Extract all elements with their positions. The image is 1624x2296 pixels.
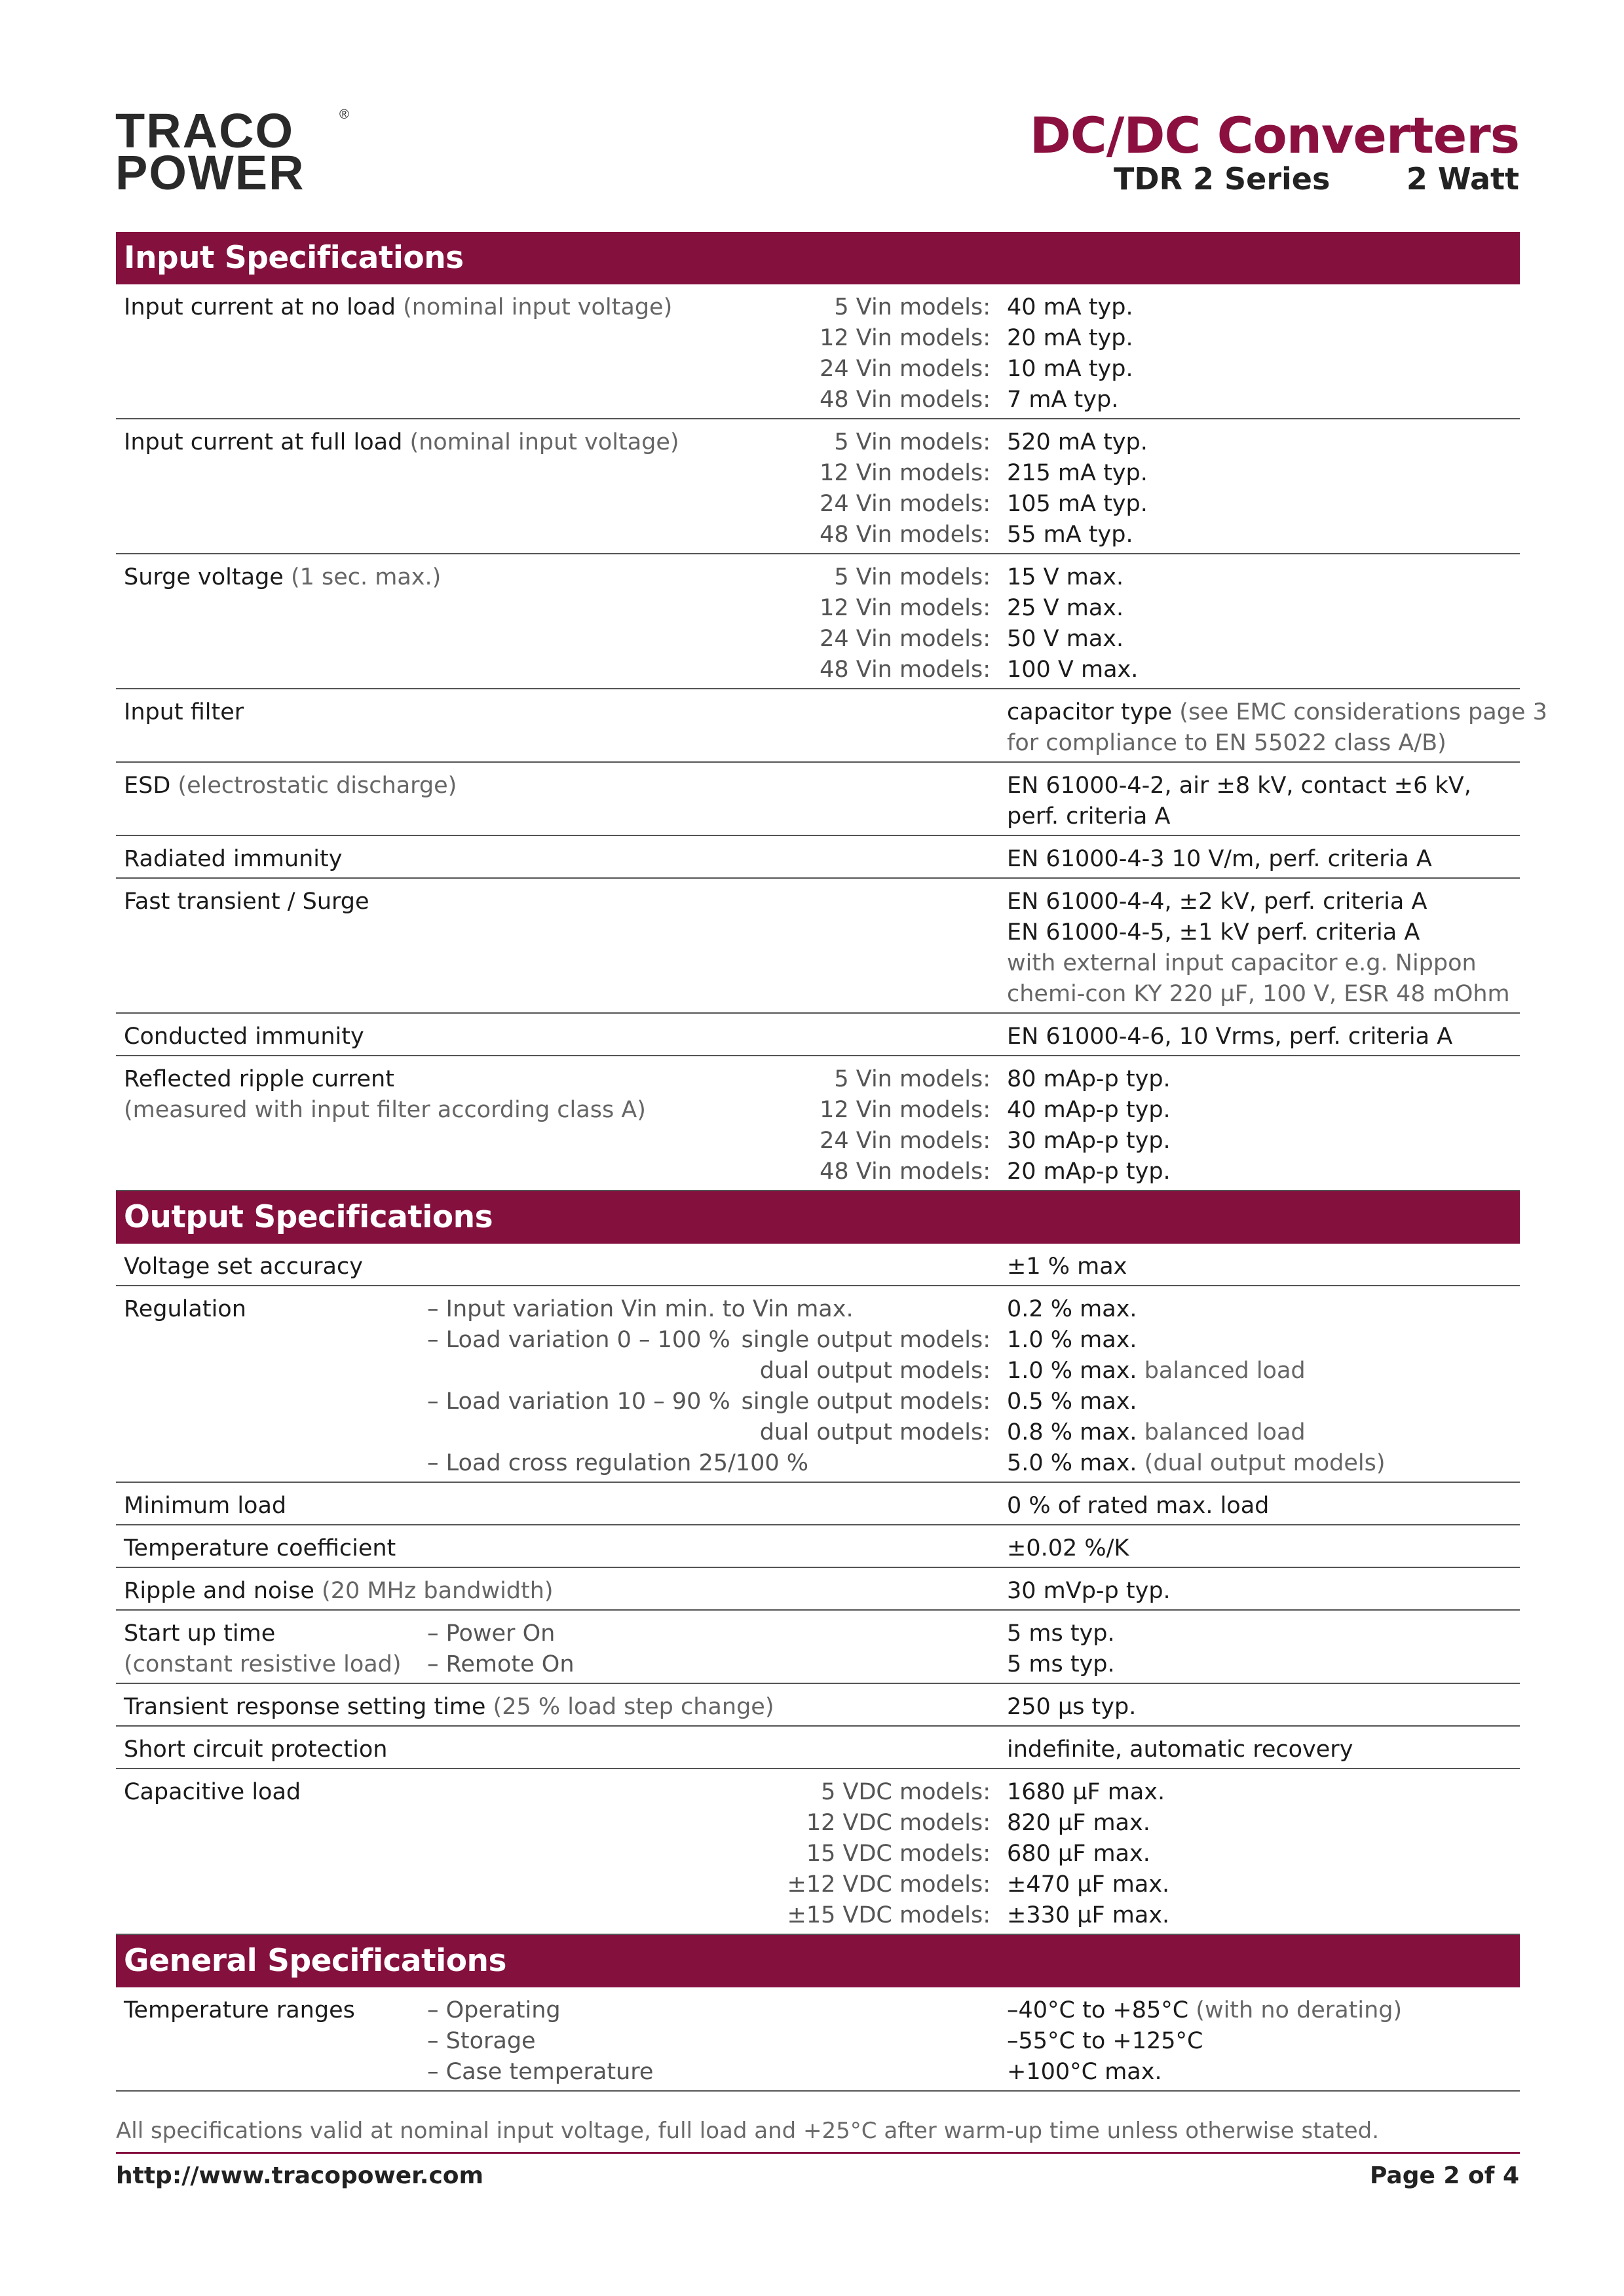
spec-value xyxy=(1007,1839,1150,1869)
spec-value xyxy=(1007,1022,1452,1052)
power-rating: 2 Watt xyxy=(1406,161,1519,197)
spec-model-group: single output models: xyxy=(741,1327,991,1353)
spec-value xyxy=(1007,1252,1127,1282)
spec-value-text: 55 mA typ. xyxy=(1007,522,1133,548)
page-title: DC/DC Converters xyxy=(1029,106,1519,164)
spec-value xyxy=(1007,562,1124,593)
spec-label-text: Radiated immunity xyxy=(124,846,343,872)
logo-line-1: TRACO xyxy=(115,104,295,158)
spec-line xyxy=(116,771,1520,801)
spec-value xyxy=(1007,1533,1129,1564)
spec-value-text: 10 mA typ. xyxy=(1007,356,1133,382)
spec-value xyxy=(1007,1126,1171,1157)
spec-value-text: 100 V max. xyxy=(1007,657,1139,683)
spec-label-text: Input current at full load xyxy=(124,429,403,455)
spec-value-text: capacitor type xyxy=(1007,699,1173,725)
spec-value xyxy=(1007,917,1420,948)
section-header: General Specifications xyxy=(116,1935,1520,1987)
spec-value-text: 820 µF max. xyxy=(1007,1810,1150,1836)
spec-model-group: 5 Vin models: xyxy=(834,1066,991,1092)
spec-row xyxy=(116,1568,1520,1611)
spec-condition: – Remote On xyxy=(427,1651,575,1677)
spec-value xyxy=(1007,728,1446,759)
spec-value-text: 0.5 % max. xyxy=(1007,1388,1137,1415)
spec-line xyxy=(116,354,1520,385)
spec-row xyxy=(116,1014,1520,1056)
spec-line xyxy=(116,1064,1520,1095)
spec-model-group: 48 Vin models: xyxy=(820,657,991,683)
spec-label xyxy=(124,1692,774,1723)
spec-line xyxy=(116,489,1520,520)
spec-value xyxy=(1007,1157,1171,1187)
spec-label xyxy=(124,1649,402,1680)
spec-value xyxy=(1007,385,1118,415)
spec-line xyxy=(116,728,1520,759)
spec-line xyxy=(116,1157,1520,1187)
spec-value-text: 5 ms typ. xyxy=(1007,1651,1115,1677)
spec-label-text: Input current at no load xyxy=(124,294,396,320)
spec-model-group: single output models: xyxy=(741,1388,991,1415)
spec-label-text: Temperature coefficient xyxy=(124,1535,396,1561)
spec-value xyxy=(1007,1095,1171,1126)
spec-value-text: perf. criteria A xyxy=(1007,803,1171,830)
spec-line xyxy=(116,1618,1520,1649)
spec-value-text: 680 µF max. xyxy=(1007,1841,1150,1867)
spec-value xyxy=(1007,771,1471,801)
spec-model-group: 48 Vin models: xyxy=(820,522,991,548)
spec-condition: – Load variation 0 – 100 % xyxy=(427,1327,730,1353)
spec-value xyxy=(1007,1387,1137,1417)
spec-value xyxy=(1007,697,1547,728)
spec-model-group: 24 Vin models: xyxy=(820,626,991,652)
spec-value-text: 0.8 % max. xyxy=(1007,1419,1137,1445)
spec-label-text: Reflected ripple current xyxy=(124,1066,394,1092)
spec-value-text: EN 61000-4-6, 10 Vrms, perf. criteria A xyxy=(1007,1024,1453,1050)
spec-label xyxy=(124,697,244,728)
spec-value-note: (see EMC considerations page 3 xyxy=(1172,699,1547,725)
spec-row xyxy=(116,689,1547,763)
spec-line xyxy=(116,385,1520,415)
spec-value-text: 7 mA typ. xyxy=(1007,387,1119,413)
spec-value-text: EN 61000-4-3 10 V/m, perf. criteria A xyxy=(1007,846,1432,872)
spec-condition: – Operating xyxy=(427,1997,561,2023)
spec-condition: – Storage xyxy=(427,2028,536,2054)
spec-value-text: –40°C to +85°C xyxy=(1007,1997,1189,2023)
spec-value-text: 0.2 % max. xyxy=(1007,1296,1137,1322)
spec-value-text: 250 µs typ. xyxy=(1007,1694,1137,1720)
spec-model-group: 48 Vin models: xyxy=(820,1158,991,1185)
spec-row xyxy=(116,1056,1520,1191)
spec-value xyxy=(1007,1294,1137,1325)
spec-label-text: Input filter xyxy=(124,699,244,725)
spec-value xyxy=(1007,1808,1150,1839)
spec-label-note: (nominal input voltage) xyxy=(395,294,673,320)
spec-model-group: dual output models: xyxy=(759,1358,991,1384)
spec-value-text: 5 ms typ. xyxy=(1007,1620,1115,1647)
spec-value-note: (dual output models) xyxy=(1137,1450,1386,1476)
spec-value-note: for compliance to EN 55022 class A/B) xyxy=(1007,730,1446,756)
spec-model-group: 12 Vin models: xyxy=(820,595,991,621)
spec-value-text: 40 mAp-p typ. xyxy=(1007,1097,1171,1123)
spec-line xyxy=(116,1491,1520,1521)
spec-line xyxy=(116,1356,1520,1387)
spec-value-note: with external input capacitor e.g. Nippon xyxy=(1007,950,1477,976)
spec-label-text: Regulation xyxy=(124,1296,246,1322)
spec-line xyxy=(116,1649,1520,1680)
spec-value-text: EN 61000-4-4, ±2 kV, perf. criteria A xyxy=(1007,889,1427,915)
spec-row xyxy=(116,1684,1520,1727)
spec-value-text: ±0.02 %/K xyxy=(1007,1535,1129,1561)
section-header: Output Specifications xyxy=(116,1191,1520,1244)
spec-model-group: 24 Vin models: xyxy=(820,491,991,517)
spec-line xyxy=(116,655,1520,685)
spec-line xyxy=(116,887,1520,917)
spec-label xyxy=(124,1995,355,2026)
spec-value xyxy=(1007,979,1510,1010)
spec-value xyxy=(1007,1064,1171,1095)
spec-label xyxy=(124,1095,646,1126)
spec-model-group: 5 Vin models: xyxy=(834,294,991,320)
traco-power-logo xyxy=(115,104,349,200)
spec-label xyxy=(124,1533,396,1564)
spec-model-group: 12 VDC models: xyxy=(806,1810,991,1836)
spec-model-group: 5 Vin models: xyxy=(834,564,991,590)
spec-line xyxy=(116,593,1520,624)
spec-value-text: 215 mA typ. xyxy=(1007,460,1148,486)
spec-value xyxy=(1007,2026,1203,2057)
spec-label-text: Conducted immunity xyxy=(124,1024,364,1050)
spec-label xyxy=(124,887,369,917)
spec-label-text: Short circuit protection xyxy=(124,1736,388,1763)
spec-line xyxy=(116,292,1520,323)
spec-row xyxy=(116,1483,1520,1525)
spec-model-group: 5 Vin models: xyxy=(834,429,991,455)
spec-row xyxy=(116,1286,1520,1483)
spec-label xyxy=(124,1618,275,1649)
spec-value xyxy=(1007,1356,1306,1387)
spec-value xyxy=(1007,323,1133,354)
spec-value xyxy=(1007,1900,1169,1931)
spec-value-text: –55°C to +125°C xyxy=(1007,2028,1203,2054)
spec-label-note: (measured with input filter according class A) xyxy=(124,1097,646,1123)
spec-model-group: 12 Vin models: xyxy=(820,1097,991,1123)
spec-value xyxy=(1007,427,1148,458)
spec-model-group: 24 Vin models: xyxy=(820,356,991,382)
spec-model-group: 15 VDC models: xyxy=(806,1841,991,1867)
spec-line xyxy=(116,1869,1520,1900)
spec-value-text: 0 % of rated max. load xyxy=(1007,1493,1270,1519)
spec-row xyxy=(116,1611,1520,1684)
spec-label-note: (1 sec. max.) xyxy=(283,564,442,590)
spec-value-note: chemi-con KY 220 µF, 100 V, ESR 48 mOhm xyxy=(1007,981,1510,1007)
footnote: All specifications valid at nominal input voltage, full load and +25°C after warm-up time unless otherwise stated. xyxy=(116,2118,1380,2144)
spec-label-text: Start up time xyxy=(124,1620,276,1647)
spec-value-text: 50 V max. xyxy=(1007,626,1124,652)
spec-value xyxy=(1007,801,1170,832)
spec-value-text: EN 61000-4-5, ±1 kV perf. criteria A xyxy=(1007,919,1420,946)
spec-line xyxy=(116,917,1520,948)
spec-model-group: ±12 VDC models: xyxy=(787,1871,991,1898)
spec-value xyxy=(1007,844,1432,875)
spec-value-text: indefinite, automatic recovery xyxy=(1007,1736,1353,1763)
spec-label xyxy=(124,1294,246,1325)
spec-value-text: 1.0 % max. xyxy=(1007,1358,1137,1384)
spec-line xyxy=(116,1448,1520,1479)
spec-value xyxy=(1007,458,1148,489)
spec-label xyxy=(124,1491,286,1521)
spec-label-text: Temperature ranges xyxy=(124,1997,355,2023)
spec-line xyxy=(116,1294,1520,1325)
spec-value-text: 20 mA typ. xyxy=(1007,325,1133,351)
spec-label xyxy=(124,1777,301,1808)
spec-label xyxy=(124,1576,554,1607)
spec-value xyxy=(1007,1869,1169,1900)
spec-label-text: Minimum load xyxy=(124,1493,287,1519)
spec-line xyxy=(116,1777,1520,1808)
spec-line xyxy=(116,1387,1520,1417)
spec-value xyxy=(1007,1417,1306,1448)
spec-value-text: 25 V max. xyxy=(1007,595,1124,621)
spec-line xyxy=(116,323,1520,354)
spec-line xyxy=(116,1995,1520,2026)
spec-line xyxy=(116,1533,1520,1564)
spec-value xyxy=(1007,1734,1353,1765)
spec-value-text: 80 mAp-p typ. xyxy=(1007,1066,1171,1092)
spec-label-text: Surge voltage xyxy=(124,564,284,590)
spec-value-text: 20 mAp-p typ. xyxy=(1007,1158,1171,1185)
spec-model-group: 12 Vin models: xyxy=(820,325,991,351)
logo-line-2: POWER xyxy=(115,145,305,200)
spec-model-group: 24 Vin models: xyxy=(820,1128,991,1154)
series-name: TDR 2 Series xyxy=(1114,161,1331,197)
spec-value xyxy=(1007,1649,1115,1680)
spec-label xyxy=(124,844,342,875)
spec-value-text: 30 mVp-p typ. xyxy=(1007,1578,1171,1604)
spec-value-note: balanced load xyxy=(1137,1358,1306,1384)
spec-line xyxy=(116,948,1520,979)
spec-condition: – Load variation 10 – 90 % xyxy=(427,1388,730,1415)
spec-value xyxy=(1007,1692,1136,1723)
spec-label-text: Ripple and noise xyxy=(124,1578,314,1604)
spec-label xyxy=(124,1064,394,1095)
spec-model-group: 48 Vin models: xyxy=(820,387,991,413)
spec-line xyxy=(116,1900,1520,1931)
spec-value-text: +100°C max. xyxy=(1007,2059,1162,2085)
spec-line xyxy=(116,427,1520,458)
spec-label xyxy=(124,427,679,458)
spec-line xyxy=(116,624,1520,655)
spec-line xyxy=(116,1022,1520,1052)
section-header: Input Specifications xyxy=(116,232,1520,284)
spec-line xyxy=(116,979,1520,1010)
spec-value xyxy=(1007,489,1148,520)
spec-row xyxy=(116,284,1520,419)
spec-label-note: (20 MHz bandwidth) xyxy=(314,1578,554,1604)
spec-row xyxy=(116,763,1520,836)
spec-value xyxy=(1007,1491,1269,1521)
spec-value xyxy=(1007,948,1477,979)
spec-value xyxy=(1007,1448,1385,1479)
spec-value xyxy=(1007,2057,1162,2088)
spec-line xyxy=(116,458,1520,489)
spec-label-text: ESD xyxy=(124,773,171,799)
spec-value xyxy=(1007,624,1124,655)
spec-value-text: EN 61000-4-2, air ±8 kV, contact ±6 kV, xyxy=(1007,773,1471,799)
spec-label-note: (nominal input voltage) xyxy=(402,429,679,455)
spec-model-group: ±15 VDC models: xyxy=(787,1902,991,1928)
spec-row xyxy=(116,1987,1520,2092)
spec-condition: – Power On xyxy=(427,1620,556,1647)
spec-value-note: balanced load xyxy=(1137,1419,1306,1445)
spec-label xyxy=(124,1022,364,1052)
spec-value xyxy=(1007,292,1133,323)
spec-condition: – Case temperature xyxy=(427,2059,654,2085)
spec-line xyxy=(116,2057,1520,2088)
spec-line xyxy=(116,844,1520,875)
spec-value-text: 1.0 % max. xyxy=(1007,1327,1137,1353)
spec-line xyxy=(116,1734,1520,1765)
spec-value-text: 5.0 % max. xyxy=(1007,1450,1137,1476)
spec-line xyxy=(116,697,1547,728)
spec-label-text: Fast transient / Surge xyxy=(124,889,369,915)
spec-label xyxy=(124,1252,363,1282)
spec-line xyxy=(116,801,1520,832)
spec-row xyxy=(116,836,1520,879)
spec-row xyxy=(116,554,1520,689)
spec-row xyxy=(116,1727,1520,1769)
spec-value-text: 30 mAp-p typ. xyxy=(1007,1128,1171,1154)
spec-row xyxy=(116,1525,1520,1568)
spec-model-group: dual output models: xyxy=(759,1419,991,1445)
spec-row xyxy=(116,1769,1520,1935)
spec-model-group: 5 VDC models: xyxy=(821,1779,991,1805)
spec-line xyxy=(116,1252,1520,1282)
spec-label xyxy=(124,771,457,801)
spec-line xyxy=(116,1692,1520,1723)
spec-condition: – Load cross regulation 25/100 % xyxy=(427,1450,808,1476)
spec-line xyxy=(116,520,1520,550)
spec-label-note: (25 % load step change) xyxy=(485,1694,774,1720)
spec-value xyxy=(1007,520,1133,550)
spec-value-text: 520 mA typ. xyxy=(1007,429,1148,455)
spec-row xyxy=(116,879,1520,1014)
spec-line xyxy=(116,1417,1520,1448)
spec-tables xyxy=(116,232,1547,2092)
spec-value-text: 1680 µF max. xyxy=(1007,1779,1165,1805)
spec-line xyxy=(116,1325,1520,1356)
footer-divider xyxy=(116,2152,1520,2154)
spec-condition: – Input variation Vin min. to Vin max. xyxy=(427,1296,854,1322)
spec-label-note: (electrostatic discharge) xyxy=(170,773,457,799)
spec-label-text: Capacitive load xyxy=(124,1779,301,1805)
spec-line xyxy=(116,2026,1520,2057)
spec-value xyxy=(1007,354,1133,385)
spec-line xyxy=(116,1126,1520,1157)
spec-label xyxy=(124,292,672,323)
spec-label xyxy=(124,562,441,593)
spec-row xyxy=(116,419,1520,554)
spec-line xyxy=(116,1808,1520,1839)
spec-value xyxy=(1007,1576,1171,1607)
spec-value xyxy=(1007,655,1138,685)
spec-line xyxy=(116,562,1520,593)
spec-value-text: ±470 µF max. xyxy=(1007,1871,1170,1898)
website-link[interactable]: http://www.tracopower.com xyxy=(116,2162,484,2189)
spec-row xyxy=(116,1244,1520,1286)
spec-line xyxy=(116,1576,1520,1607)
spec-value xyxy=(1007,1325,1137,1356)
page-number: Page 2 of 4 xyxy=(1370,2162,1519,2189)
registered-mark: ® xyxy=(339,107,349,122)
spec-value xyxy=(1007,593,1124,624)
spec-value xyxy=(1007,1995,1402,2026)
spec-label xyxy=(124,1734,387,1765)
spec-label-text: Transient response setting time xyxy=(124,1694,486,1720)
spec-line xyxy=(116,1839,1520,1869)
spec-value-text: 105 mA typ. xyxy=(1007,491,1148,517)
spec-value-note: (with no derating) xyxy=(1188,1997,1403,2023)
spec-label-text: Voltage set accuracy xyxy=(124,1253,363,1280)
spec-line xyxy=(116,1095,1520,1126)
spec-value-text: 40 mA typ. xyxy=(1007,294,1133,320)
spec-value-text: ±1 % max xyxy=(1007,1253,1127,1280)
spec-value xyxy=(1007,1618,1115,1649)
spec-label-note: (constant resistive load) xyxy=(124,1651,402,1677)
spec-value xyxy=(1007,1777,1165,1808)
spec-model-group: 12 Vin models: xyxy=(820,460,991,486)
spec-value-text: 15 V max. xyxy=(1007,564,1124,590)
spec-value-text: ±330 µF max. xyxy=(1007,1902,1170,1928)
spec-value xyxy=(1007,887,1427,917)
